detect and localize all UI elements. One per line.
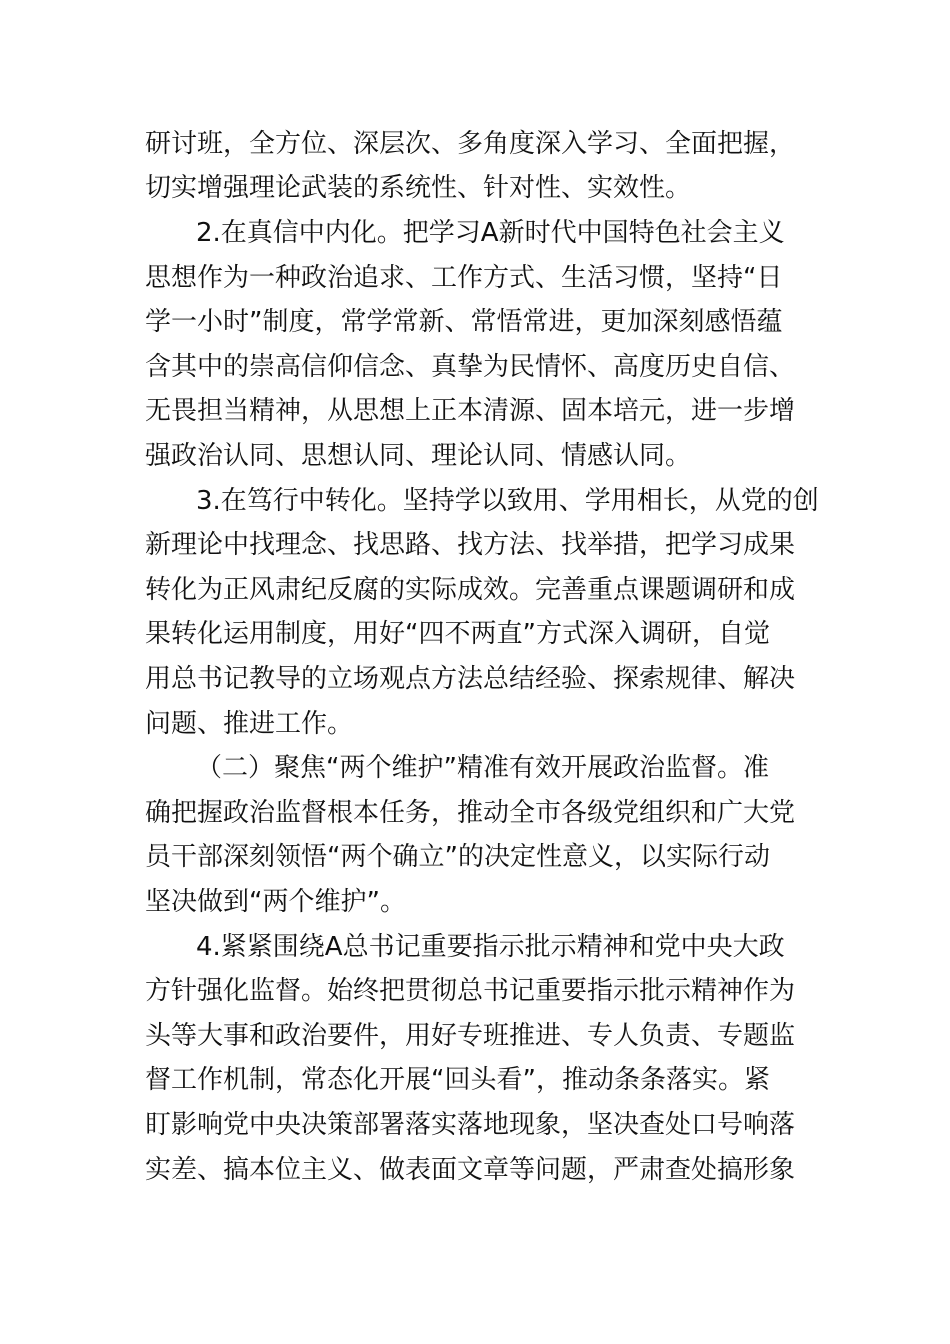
text-line: 强政治认同、思想认同、理论认同、情感认同。 [145, 441, 692, 471]
text-line: 员干部深刻领悟“两个确立”的决定性意义，以实际行动 [145, 842, 770, 872]
paragraph-heading: 2.在真信中内化。把学习A新时代中国特色社会主义 [196, 218, 785, 248]
text-line: 无畏担当精神，从思想上正本清源、固本培元，进一步增 [145, 396, 796, 426]
paragraph-heading: 4.紧紧围绕A总书记重要指示批示精神和党中央大政 [196, 932, 785, 962]
text-line: 转化为正风肃纪反腐的实际成效。完善重点课题调研和成 [145, 575, 796, 605]
text-line: 确把握政治监督根本任务，推动全市各级党组织和广大党 [145, 798, 796, 828]
text-line: 头等大事和政治要件，用好专班推进、专人负责、专题监 [145, 1021, 796, 1051]
text-line: 方针强化监督。始终把贯彻总书记重要指示批示精神作为 [145, 976, 796, 1006]
text-line: 切实增强理论武装的系统性、针对性、实效性。 [145, 173, 692, 203]
text-line: 思想作为一种政治追求、工作方式、生活习惯，坚持“日 [145, 263, 783, 293]
text-line: 学一小时”制度，常学常新、常悟常进，更加深刻感悟蕴 [145, 307, 783, 337]
text-line: 含其中的崇高信仰信念、真挚为民情怀、高度历史自信、 [145, 352, 796, 382]
text-line: 督工作机制，常态化开展“回头看”，推动条条落实。紧 [145, 1065, 770, 1095]
text-line: 用总书记教导的立场观点方法总结经验、探索规律、解决 [145, 664, 796, 694]
text-line: 问题、推进工作。 [145, 709, 354, 739]
text-line: 坚决做到“两个维护”。 [145, 887, 406, 917]
text-line: 盯影响党中央决策部署落实落地现象，坚决查处口号响落 [145, 1110, 796, 1140]
text-line: 实差、搞本位主义、做表面文章等问题，严肃查处搞形象 [145, 1155, 796, 1185]
section-heading: （二）聚焦“两个维护”精准有效开展政治监督。准 [196, 753, 769, 783]
text-line: 果转化运用制度，用好“四不两直”方式深入调研，自觉 [145, 619, 770, 649]
text-line: 研讨班，全方位、深层次、多角度深入学习、全面把握， [145, 129, 796, 159]
paragraph-heading: 3.在笃行中转化。坚持学以致用、学用相长，从党的创 [196, 486, 819, 516]
text-line: 新理论中找理念、找思路、找方法、找举措，把学习成果 [145, 530, 796, 560]
